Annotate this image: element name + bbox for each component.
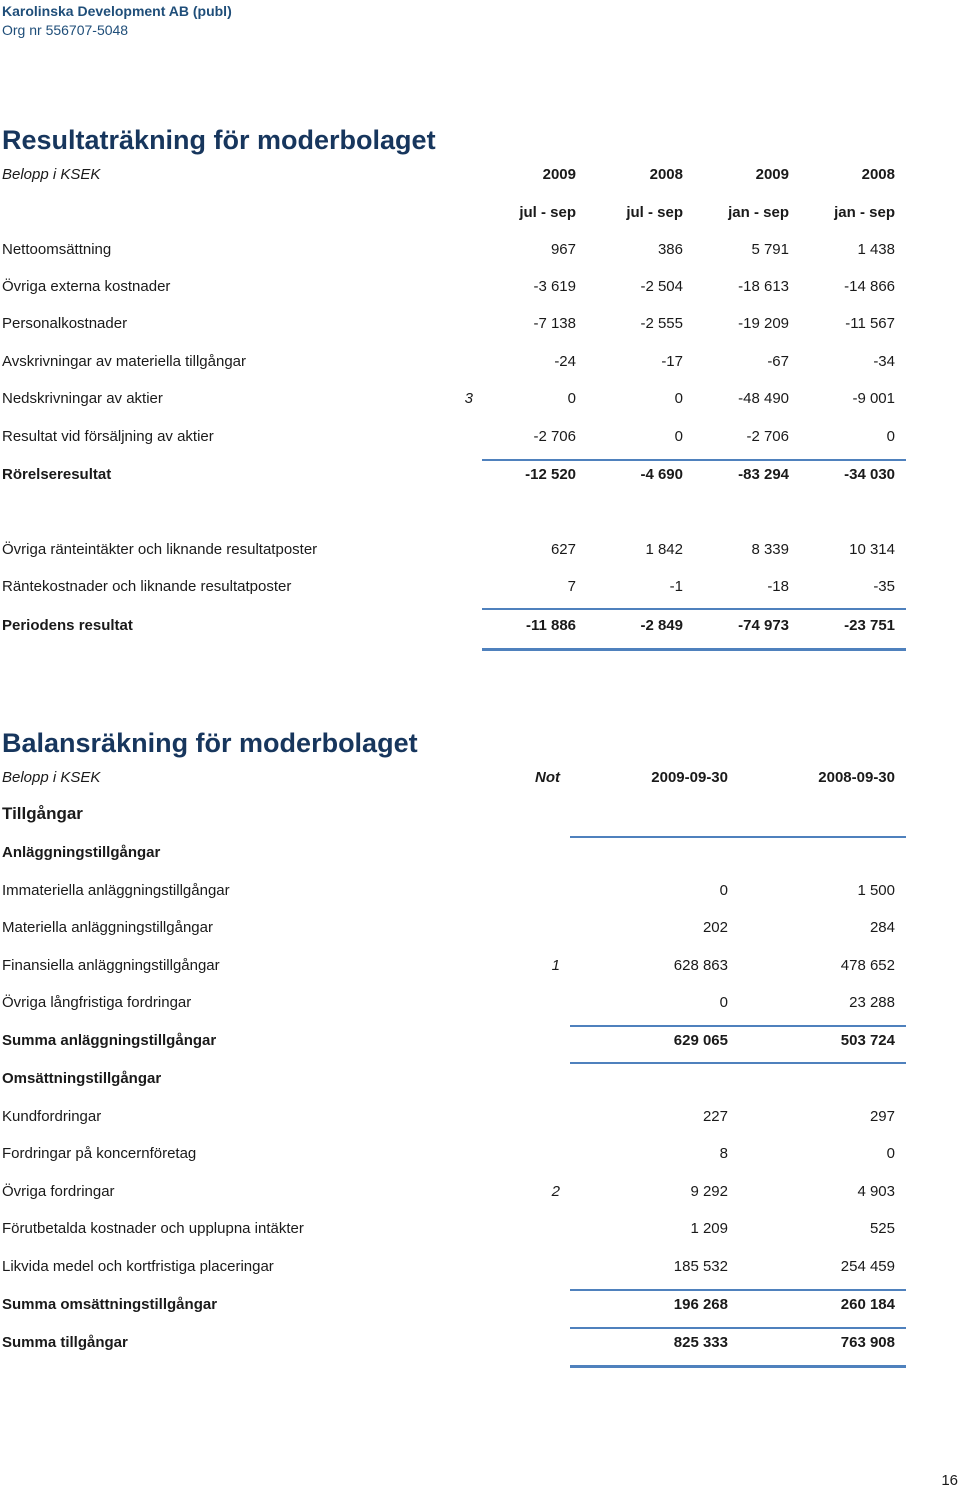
row-value: 260 184 bbox=[840, 1296, 895, 1313]
row-value: -2 555 bbox=[640, 315, 683, 332]
table-row bbox=[0, 918, 960, 938]
row-value: -4 690 bbox=[640, 466, 683, 483]
row-value: 763 908 bbox=[840, 1334, 895, 1351]
period-col-2: jul - sep bbox=[626, 204, 683, 221]
company-name: Karolinska Development AB (publ) bbox=[2, 3, 232, 19]
assets-heading-label: Tillgångar bbox=[2, 804, 83, 823]
row-value: -34 bbox=[873, 353, 895, 370]
income-subtotal-rule bbox=[482, 459, 906, 461]
row-value: 1 438 bbox=[857, 241, 895, 258]
page-number: 16 bbox=[941, 1472, 958, 1489]
row-value: 478 652 bbox=[840, 957, 895, 974]
row-value: 0 bbox=[886, 1145, 895, 1162]
row-value: 4 903 bbox=[857, 1183, 895, 1200]
row-value: 227 bbox=[702, 1108, 728, 1125]
row-value: -35 bbox=[873, 578, 895, 595]
table-row bbox=[0, 352, 960, 372]
table-row bbox=[0, 1144, 960, 1164]
table-row bbox=[0, 1219, 960, 1239]
row-value: -12 520 bbox=[525, 466, 576, 483]
table-row bbox=[0, 1257, 960, 1277]
table-row bbox=[0, 277, 960, 297]
table-row bbox=[0, 1182, 960, 1202]
row-label: Materiella anläggningstillgångar bbox=[2, 919, 213, 936]
assets-heading bbox=[0, 804, 960, 824]
row-note: 2 bbox=[551, 1183, 560, 1200]
table-row bbox=[0, 240, 960, 260]
table-row bbox=[0, 540, 960, 560]
row-value: -9 001 bbox=[852, 390, 895, 407]
table-row bbox=[0, 1333, 960, 1353]
date-col-2: 2008-09-30 bbox=[818, 769, 895, 786]
row-value: 967 bbox=[550, 241, 576, 258]
year-col-2: 2008 bbox=[649, 166, 683, 183]
row-value: -67 bbox=[767, 353, 789, 370]
row-label: Resultat vid försäljning av aktier bbox=[2, 428, 214, 445]
row-value: -2 504 bbox=[640, 278, 683, 295]
row-value: 10 314 bbox=[849, 541, 895, 558]
balance-unit-label: Belopp i KSEK bbox=[2, 769, 101, 786]
row-value: 196 268 bbox=[673, 1296, 728, 1313]
row-note: 1 bbox=[551, 957, 560, 974]
row-label: Anläggningstillgångar bbox=[2, 844, 161, 861]
row-value: 23 288 bbox=[849, 994, 895, 1011]
table-row bbox=[0, 881, 960, 901]
table-row bbox=[0, 1107, 960, 1127]
row-label: Övriga ränteintäkter och liknande resultatposter bbox=[2, 541, 318, 558]
period-col-4: jan - sep bbox=[834, 204, 895, 221]
row-value: 284 bbox=[869, 919, 895, 936]
row-label: Fordringar på koncernföretag bbox=[2, 1145, 197, 1162]
row-value: -23 751 bbox=[844, 617, 895, 634]
table-row bbox=[0, 577, 960, 597]
balance-header-rule bbox=[570, 836, 906, 838]
row-label: Avskrivningar av materiella tillgångar bbox=[2, 353, 246, 370]
year-col-1: 2009 bbox=[542, 166, 576, 183]
current-assets-sum-rule bbox=[570, 1289, 906, 1291]
row-value: 1 500 bbox=[857, 882, 895, 899]
row-value: 8 339 bbox=[751, 541, 789, 558]
org-number: Org nr 556707-5048 bbox=[2, 22, 129, 38]
row-value: -48 490 bbox=[738, 390, 789, 407]
row-value: -2 849 bbox=[640, 617, 683, 634]
row-label: Summa omsättningstillgångar bbox=[2, 1296, 218, 1313]
row-label: Periodens resultat bbox=[2, 617, 133, 634]
table-row bbox=[0, 427, 960, 447]
row-value: -2 706 bbox=[746, 428, 789, 445]
row-value: -3 619 bbox=[533, 278, 576, 295]
row-value: 0 bbox=[719, 882, 728, 899]
row-label: Övriga fordringar bbox=[2, 1183, 115, 1200]
row-value: 386 bbox=[657, 241, 683, 258]
fixed-assets-sum-rule-bottom bbox=[570, 1062, 906, 1064]
row-value: -7 138 bbox=[533, 315, 576, 332]
row-value: 0 bbox=[674, 428, 683, 445]
year-col-3: 2009 bbox=[755, 166, 789, 183]
period-col-1: jul - sep bbox=[519, 204, 576, 221]
row-value: 297 bbox=[869, 1108, 895, 1125]
table-row bbox=[0, 993, 960, 1013]
row-label: Summa tillgångar bbox=[2, 1334, 128, 1351]
row-label: Räntekostnader och liknande resultatposter bbox=[2, 578, 292, 595]
row-label: Likvida medel och kortfristiga placeringar bbox=[2, 1258, 274, 1275]
row-value: -11 567 bbox=[845, 315, 895, 332]
row-value: -1 bbox=[669, 578, 683, 595]
income-statement-title: Resultaträkning för moderbolaget bbox=[2, 125, 436, 155]
table-row bbox=[0, 843, 960, 863]
table-row bbox=[0, 465, 960, 485]
table-row bbox=[0, 616, 960, 636]
row-value: 7 bbox=[567, 578, 576, 595]
row-value: -11 886 bbox=[525, 617, 576, 634]
row-value: 627 bbox=[550, 541, 576, 558]
row-value: 503 724 bbox=[840, 1032, 895, 1049]
row-value: 825 333 bbox=[673, 1334, 728, 1351]
row-value: 1 209 bbox=[690, 1220, 728, 1237]
row-label: Personalkostnader bbox=[2, 315, 128, 332]
row-value: 0 bbox=[886, 428, 895, 445]
total-assets-rule-bottom bbox=[570, 1365, 906, 1368]
row-value: -19 209 bbox=[738, 315, 789, 332]
row-value: -17 bbox=[661, 353, 683, 370]
income-header-years bbox=[0, 165, 960, 185]
row-label: Övriga externa kostnader bbox=[2, 278, 171, 295]
row-value: 254 459 bbox=[840, 1258, 895, 1275]
row-label: Omsättningstillgångar bbox=[2, 1070, 162, 1087]
income-header-periods bbox=[0, 203, 960, 223]
row-value: 202 bbox=[702, 919, 728, 936]
table-row bbox=[0, 1295, 960, 1315]
income-total-rule-top bbox=[482, 608, 906, 610]
table-row bbox=[0, 1069, 960, 1089]
row-label: Nettoomsättning bbox=[2, 241, 112, 258]
row-value: 8 bbox=[719, 1145, 728, 1162]
period-col-3: jan - sep bbox=[728, 204, 789, 221]
fixed-assets-sum-rule bbox=[570, 1025, 906, 1027]
income-total-rule-bottom bbox=[482, 648, 906, 651]
row-value: 629 065 bbox=[673, 1032, 728, 1049]
row-value: -83 294 bbox=[738, 466, 789, 483]
row-value: -74 973 bbox=[738, 617, 789, 634]
row-value: -14 866 bbox=[844, 278, 895, 295]
row-value: -18 613 bbox=[738, 278, 789, 295]
row-value: -2 706 bbox=[533, 428, 576, 445]
note-column-header: Not bbox=[535, 769, 560, 786]
balance-sheet-title: Balansräkning för moderbolaget bbox=[2, 728, 418, 758]
total-assets-rule-top bbox=[570, 1327, 906, 1329]
row-label: Nedskrivningar av aktier bbox=[2, 390, 163, 407]
row-value: 525 bbox=[869, 1220, 895, 1237]
year-col-4: 2008 bbox=[861, 166, 895, 183]
row-value: 628 863 bbox=[673, 957, 728, 974]
table-row bbox=[0, 956, 960, 976]
income-unit-label: Belopp i KSEK bbox=[2, 166, 101, 183]
row-label: Övriga långfristiga fordringar bbox=[2, 994, 192, 1011]
row-value: 0 bbox=[674, 390, 683, 407]
row-label: Förutbetalda kostnader och upplupna intäkter bbox=[2, 1220, 304, 1237]
row-label: Immateriella anläggningstillgångar bbox=[2, 882, 230, 899]
row-value: 0 bbox=[719, 994, 728, 1011]
row-value: 1 842 bbox=[645, 541, 683, 558]
row-value: -24 bbox=[554, 353, 576, 370]
table-row bbox=[0, 389, 960, 409]
row-label: Kundfordringar bbox=[2, 1108, 102, 1125]
table-row bbox=[0, 314, 960, 334]
row-value: -34 030 bbox=[844, 466, 895, 483]
balance-header bbox=[0, 768, 960, 788]
row-label: Finansiella anläggningstillgångar bbox=[2, 957, 220, 974]
row-value: 5 791 bbox=[751, 241, 789, 258]
row-note: 3 bbox=[464, 390, 473, 407]
row-value: 9 292 bbox=[690, 1183, 728, 1200]
row-value: 185 532 bbox=[673, 1258, 728, 1275]
row-value: 0 bbox=[567, 390, 576, 407]
date-col-1: 2009-09-30 bbox=[651, 769, 728, 786]
row-label: Summa anläggningstillgångar bbox=[2, 1032, 217, 1049]
row-label: Rörelseresultat bbox=[2, 466, 112, 483]
row-value: -18 bbox=[767, 578, 789, 595]
table-row bbox=[0, 1031, 960, 1051]
